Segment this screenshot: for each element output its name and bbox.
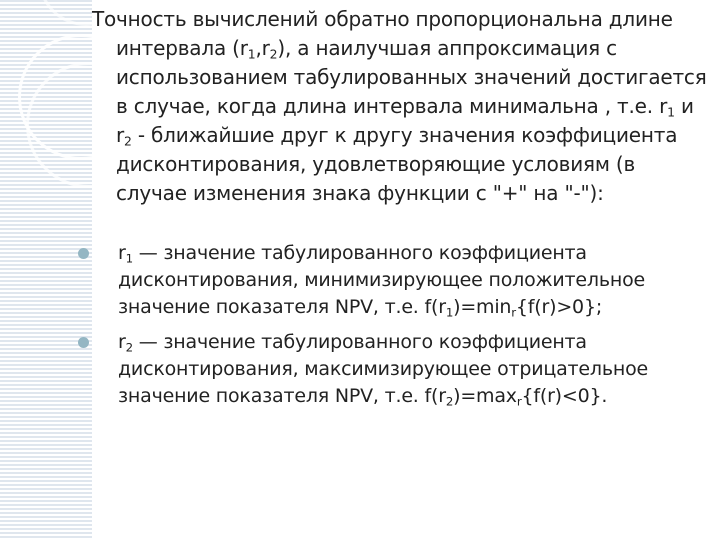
paragraph-text: ), а наилучшая аппроксимация с использованием табулированных значений достигается в случае, когда длина интервала минимальна , т.е. r <box>116 36 707 118</box>
bullet-text: {f(r)>0}; <box>515 296 603 318</box>
bullet-list <box>92 240 710 410</box>
bullet-item-r1 <box>92 240 710 321</box>
subscript: 2 <box>269 46 278 62</box>
bullet-text: r <box>118 331 126 353</box>
paragraph-text: и r <box>116 94 694 147</box>
subscript: 2 <box>445 394 454 409</box>
paragraph-text: - ближайшие друг к другу значения коэффициента дисконтирования, удовлетворяющие условиям (в случае изменения знака функции с "+" на "-"): <box>116 123 678 205</box>
decorative-side-stripe <box>0 0 92 540</box>
subscript: r <box>511 305 516 320</box>
bullet-icon <box>78 248 89 259</box>
subscript: 1 <box>667 104 675 120</box>
bullet-text: {f(r)<0}. <box>521 385 608 407</box>
subscript: 1 <box>445 305 454 320</box>
intro-paragraph <box>92 5 710 208</box>
bullet-text: — значение табулированного коэффициента дисконтирования, максимизирующее отрицательное значение показателя NPV, т.е. f(r <box>118 331 648 407</box>
bullet-text: r <box>118 242 126 264</box>
subscript: 1 <box>125 251 133 266</box>
subscript: r <box>516 394 522 409</box>
decorative-ring <box>38 0 92 26</box>
subscript: 1 <box>247 46 256 62</box>
subscript: 2 <box>124 133 132 149</box>
paragraph-text: Точность вычислений обратно пропорциональна длине интервала (r <box>92 7 673 60</box>
slide-content <box>92 0 710 418</box>
bullet-text: )=max <box>453 385 517 407</box>
bullet-text: )=min <box>453 296 512 318</box>
bullet-text: — значение табулированного коэффициента дисконтирования, минимизирующее положительное значение показателя NPV, т.е. f(r <box>118 242 645 318</box>
paragraph-text: ,r <box>255 36 270 60</box>
bullet-icon <box>78 337 89 348</box>
subscript: 2 <box>125 340 133 355</box>
bullet-item-r2 <box>92 329 710 410</box>
